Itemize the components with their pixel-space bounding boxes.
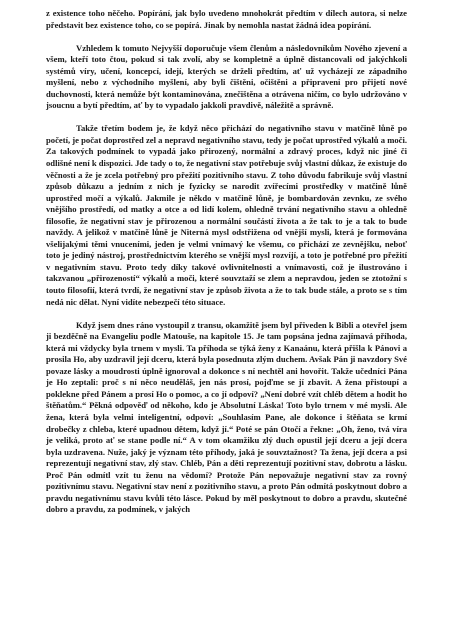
paragraph-spacer [46,31,407,43]
paragraph-2: Vzhledem k tomuto Nejvyšší doporučuje všem členům a následovníkům Nového zjevení a všem, kteří toto čtou, pokud si tak zvolí, aby se kompletně a úplně distancovali od jakýchkoli systémů víry, učení, koncepcí, idejí, kterých se drželi předtím, ať už vycházejí ze západního myšlení, nebo z východního myšlení, aby byli čištěni, očištěni a připraveni pro přijetí nové duchovnosti, která nemůže být kontaminována, znečištěna a otrávena ničím, co bylo udržováno v jsoucnu a bytí předtím, ať by to vypadalo jakkoli pravdivě, náležitě a správně. [46,42,407,111]
paragraph-spacer [46,308,407,320]
document-page [46,8,407,516]
paragraph-spacer [46,112,407,124]
paragraph-3: Takže třetím bodem je, že když něco přichází do negativního stavu v matčině lůně po početí, je počat doprostřed zel a nepravd negativního stavu, tedy je počat uprostřed výkalů a moči. Za takových podmínek to vypadá jako přirozený, normální a zdravý proces, když nic jiné či odlišné není k dispozici. Jde tady o to, že negativní stav potřebuje svůj vlastní důkaz, že existuje do věčnosti a že je zcela potřebný pro přežití pozitivního stavu. Z toho důvodu fabrikuje svůj vlastní způsob důkazu a jedním z nich je fyzicky se narodit zvířecími prostředky v matčině lůně uprostřed močí a výkalů. Jakmile je někdo v matčině lůně, je bombardován zevnku, ze svého vnějšího prostředí, od matky a otce a od lidí kolem, ohledně trvání negativního stavu a ohledně filosofie, že negativní stav je přirozenou a normální součástí života a že tak to je a tak to bude navždy. A jelikož v matčině lůně je Niterná mysl odstřižena od vnější mysli, která je formována všelijakými těmi vnuceními, jeden je velmi vnímavý ke všemu, co přichází ze zevnějšku, neboť toto je jediný nástroj, prostřednictvím kterého se vnější mysl rozvíjí, a toto je potřebné pro přežití v negativním stavu. Proto tedy díky takové ovlivnitelnosti a vnímavosti, což je ilustrováno i takzvanou „přirozeností“ výkalů a moči, které souvztaží se zlem a nepravdou, jeden se ztotožní s touto filosofií, která tvrdí, že negativní stav je způsob života a že to tak bude stále, a proto se s tím nedá nic dělat. Nyní vidíte nebezpečí této situace. [46,123,407,307]
paragraph-4: Když jsem dnes ráno vystoupil z transu, okamžitě jsem byl přiveden k Bibli a otevřel jsem ji bezděčně na Evangeliu podle Matouše, na kapitole 15. Je tam popsána jedna zajímavá příhoda, která mi vždycky byla trnem v mysli. Ta příhoda se týká ženy z Kanaánu, která přišla k Pánovi a prosila Ho, aby uzdravil její dceru, která byla posednuta zlým duchem. Avšak Pán ji navzdory Své povaze lásky a moudrosti úplně ignoroval a dokonce s ní nechtěl ani hovořit. Takže učedníci Pána je Ho zeptali: proč s ní něco neuděláš, jen nás prosí, pojďme se jí zbavit. A žena přistoupí a poklekne před Pánem a prosí Ho o pomoc, a co jí odpoví? „Není dobré vzít chléb dětem a hodit ho štěňatům.“ Pěkná odpověď od někoho, kdo je Absolutní Láska! Toto bylo trnem v mé mysli. Ale žena, která byla velmi inteligentní, odpoví: „Souhlasím Pane, ale dokonce i štěňata se krmí drobečky z chleba, které upadnou dětem, když jí.“ Poté se pán Otočí a řekne: „Oh, ženo, tvá víra je veliká, proto ať se stane podle ní.“ A v tom okamžiku zlý duch opustil její dceru a její dcera byla uzdravena. Nuže, jaký je význam této příhody, jaká je souvztažnost? Ta žena, její dcera a psi reprezentují negativní stav, zlý stav. Chléb, Pán a děti reprezentují pozitivní stav, dobrotu a lásku. Proč Pán odmítl vzít tu ženu na vědomí? Protože Pán nepovažuje negativní stav za rovný pozitivnímu stavu. Negativní stav není z pozitivního stavu, a proto Pán odmítá poskytnout dobro a pravdu negativnímu stavu kvůli této lásce. Pokud by měl poskytnout to dobro a pravdu, skutečné dobro a pravdu, za podmínek, v jakých [46,319,407,515]
paragraph-1: z existence toho něčeho. Popírání, jak bylo uvedeno mnohokrát předtím v dílech autora, si nelze představit bez existence toho, co se popírá. Jinak by nemohla nastat žádná idea popírání. [46,8,407,30]
